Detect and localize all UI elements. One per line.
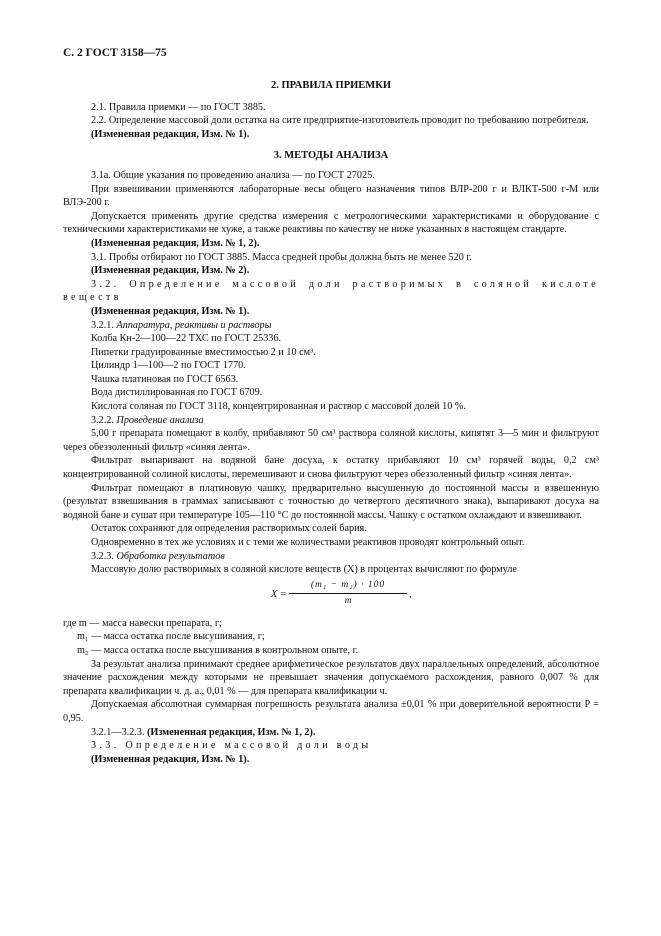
paragraph-3-2-heading: 3.2. Определение массовой доли растворимых в соляной кислоте веществ: [63, 278, 599, 304]
amendment-note: (Измененная редакция, Изм. № 1, 2).: [147, 726, 316, 738]
procedure-paragraph: Фильтрат выпаривают на водяной бане досуха, к остатку прибавляют 10 см³ горячей воды, 0,2 см³ концентрированной солиной кислоты, перемешивают и снова фильтруют через обеззоленный фильтр «синяя лента».: [63, 455, 599, 481]
range-number: 3.2.1—3.2.3.: [91, 726, 145, 738]
formula-intro: Массовую долю растворимых в соляной кислоте веществ (X) в процентах вычисляют по формуле: [91, 564, 517, 576]
subsection-title: Аппаратура, реактивы и растворы: [116, 319, 272, 331]
equipment-item: Пипетки градуированные вместимостью 2 и 10 см³.: [91, 346, 316, 358]
paragraph-3-3-heading: 3.3. Определение массовой доли воды: [91, 740, 372, 752]
equipment-item: Вода дистиллированная по ГОСТ 6709.: [91, 387, 263, 399]
formula-fraction: [289, 579, 407, 609]
equipment-item: Колба Кн-2—100—22 ТХС по ГОСТ 25336.: [91, 333, 282, 345]
equipment-item: Кислота соляная по ГОСТ 3118, концентрированная и раствор с массовой долей 10 %.: [91, 401, 466, 413]
error-paragraph: Допускаемая абсолютная суммарная погрешность результата анализа ±0,01 % при доверительной вероятности P = 0,95.: [63, 699, 599, 724]
subsection-3-2-1: [63, 319, 599, 333]
formula-lhs: X =: [271, 588, 287, 600]
result-paragraph: За результат анализа принимают среднее арифметическое результатов двух параллельных определений, абсолютное значение расхождения между которыми не превышает значения допускаемого расхождения, равного 0,007 % для препарата квалификации ч. д. а., 0,01 % — для препарата квалификации ч.: [63, 658, 599, 697]
equipment-item: Чашка платиновая по ГОСТ 6563.: [91, 373, 239, 385]
variable-definition: m₁ — масса остатка после высушивания, г;: [77, 631, 265, 643]
subsection-number: 3.2.3.: [91, 550, 114, 562]
paragraph-3-1: 3.1. Пробы отбирают по ГОСТ 3885. Масса средней пробы должна быть не менее 520 г.: [91, 251, 472, 263]
variable-definition: m₂ — масса остатка после высушивания в контрольном опыте, г.: [77, 644, 359, 656]
amendment-note: (Измененная редакция, Изм. № 1).: [91, 128, 250, 140]
procedure-paragraph: Одновременно в тех же условиях и с теми же количествами реактивов проводят контрольный опыт.: [91, 537, 525, 548]
formula-numerator: (m₁ − m₂) · 100: [310, 579, 386, 590]
paragraph-scales: При взвешивании применяются лабораторные весы общего назначения типов ВЛР-200 г и ВЛКТ-500 г-М или ВЛЭ-200 г.: [63, 183, 599, 209]
section-2-title: 2. ПРАВИЛА ПРИЕМКИ: [271, 80, 391, 91]
procedure-paragraph: Фильтрат помещают в платиновую чашку, предварительно высушенную до постоянной массы и взвешенную (результат взвешивания в граммах записывают с точностью до четвертого десятичного знака), выпаривают досуха на водяной бане и сушат при температуре 105—110 °С до постоянной массы. Чашку с остатком охлаждают и взвешивают.: [63, 482, 599, 521]
amendment-note: (Измененная редакция, Изм. № 2).: [91, 265, 250, 277]
paragraph-2-2: 2.2. Определение массовой доли остатка на сите предприятие-изготовитель проводит по требованию потребителя.: [91, 115, 589, 127]
page-content: [63, 79, 599, 766]
fraction-bar: [289, 593, 407, 594]
formula-denominator: m: [344, 596, 352, 607]
amendment-note: (Измененная редакция, Изм. № 1, 2).: [91, 237, 260, 249]
subsection-title: Проведение анализа: [116, 414, 204, 426]
paragraph-3-1a: 3.1а. Общие указания по проведению анализа — по ГОСТ 27025.: [91, 169, 375, 181]
page-header: С. 2 ГОСТ 3158—75: [63, 47, 167, 59]
amendment-note: (Измененная редакция, Изм. № 1).: [91, 305, 250, 317]
subsection-number: 3.2.1.: [91, 319, 114, 331]
equipment-item: Цилиндр 1—100—2 по ГОСТ 1770.: [91, 360, 246, 372]
paragraph-2-1: 2.1. Правила приемки — по ГОСТ 3885.: [91, 101, 266, 113]
subsection-title: Обработка результатов: [116, 550, 225, 562]
formula: [63, 579, 599, 613]
procedure-paragraph: Остаток сохраняют для определения растворимых солей бария.: [91, 523, 367, 535]
paragraph-allowed-instruments: Допускается применять другие средства измерения с метрологическими характеристиками и оборудование с техническими характеристиками не хуже, а также реактивы по качеству не ниже указанных в настоящем стандарте.: [63, 210, 599, 236]
subsection-3-2-3: [63, 550, 599, 564]
subsection-3-2-2: [63, 414, 599, 428]
formula-comma: ,: [409, 588, 412, 600]
amendment-note: (Измененная редакция, Изм. № 1).: [91, 753, 250, 765]
procedure-paragraph: 5,00 г препарата помещают в колбу, прибавляют 50 см³ раствора соляной кислоты, кипятят 3—5 мин и фильтруют через обеззоленный фильтр «синяя лента».: [63, 428, 599, 453]
subsection-number: 3.2.2.: [91, 414, 114, 426]
section-3-title: 3. МЕТОДЫ АНАЛИЗА: [273, 150, 389, 162]
amendment-range: [63, 726, 599, 740]
variable-definition: где m — масса навески препарата, г;: [63, 617, 222, 629]
